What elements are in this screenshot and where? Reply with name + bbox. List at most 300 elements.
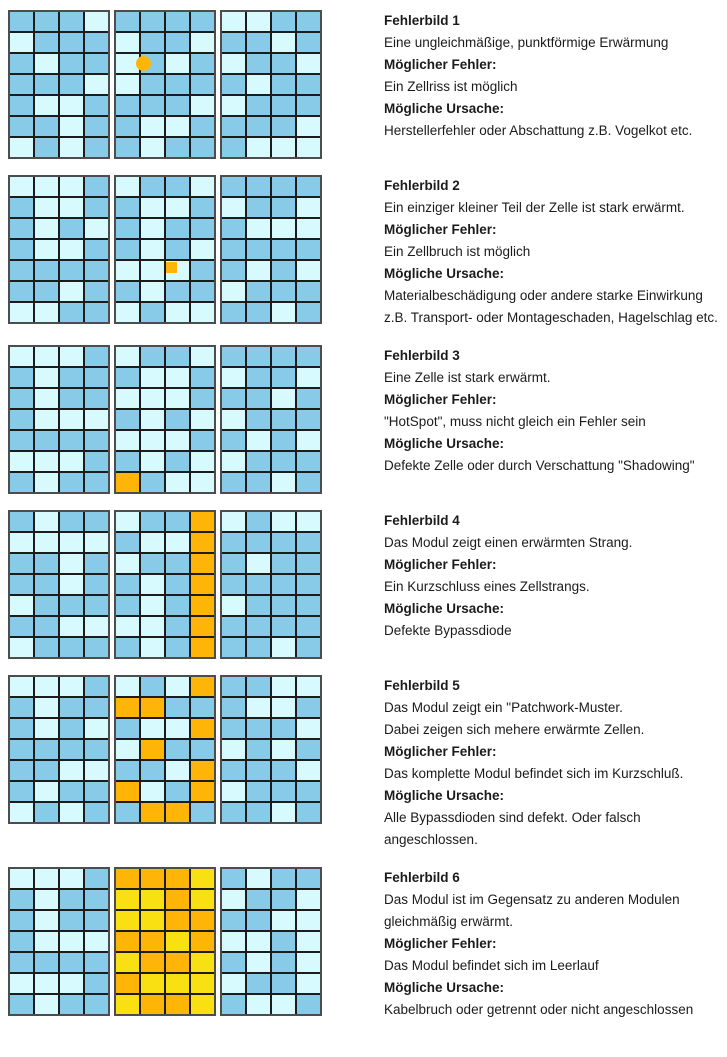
cell <box>272 219 295 238</box>
cell <box>247 803 270 822</box>
cell <box>272 96 295 115</box>
panel-grid <box>8 675 110 824</box>
cell <box>297 869 320 888</box>
cell <box>297 803 320 822</box>
cell <box>10 389 33 408</box>
cell <box>116 995 139 1014</box>
cell <box>247 974 270 993</box>
cell <box>60 138 83 157</box>
cell <box>141 54 164 73</box>
cell <box>247 512 270 531</box>
cell <box>85 803 108 822</box>
module-diagram <box>8 345 322 494</box>
cell <box>85 368 108 387</box>
cell <box>116 974 139 993</box>
cell <box>166 911 189 930</box>
cell <box>116 638 139 657</box>
panel-grid <box>220 345 322 494</box>
cell <box>10 617 33 636</box>
cell <box>166 533 189 552</box>
cell <box>297 617 320 636</box>
cell <box>222 12 245 31</box>
cell <box>60 410 83 429</box>
cell <box>297 96 320 115</box>
cell <box>222 282 245 301</box>
cell <box>35 410 58 429</box>
cell <box>272 452 295 471</box>
cell <box>116 575 139 594</box>
cell <box>141 890 164 909</box>
cell <box>222 347 245 366</box>
cell <box>222 533 245 552</box>
cell <box>85 782 108 801</box>
cell <box>116 803 139 822</box>
cell <box>166 974 189 993</box>
cell <box>10 54 33 73</box>
cell <box>297 261 320 280</box>
cell <box>222 389 245 408</box>
cell <box>116 368 139 387</box>
fault-description: z.B. Transport- oder Montageschaden, Hagelschlag etc. <box>384 310 718 325</box>
cell <box>191 698 214 717</box>
cell <box>141 410 164 429</box>
cell <box>247 138 270 157</box>
cell <box>141 452 164 471</box>
cell <box>247 869 270 888</box>
cell <box>166 410 189 429</box>
cell <box>85 575 108 594</box>
cell <box>60 974 83 993</box>
cell <box>116 452 139 471</box>
cell <box>35 512 58 531</box>
cell <box>166 677 189 696</box>
cell <box>247 240 270 259</box>
cell <box>141 596 164 615</box>
cell <box>10 75 33 94</box>
cell <box>222 54 245 73</box>
cell <box>60 261 83 280</box>
cell <box>222 75 245 94</box>
cell <box>247 911 270 930</box>
cell <box>85 617 108 636</box>
panel-grid <box>220 675 322 824</box>
hotspot-dot-icon <box>136 56 151 71</box>
cell <box>85 12 108 31</box>
cell <box>222 512 245 531</box>
cell <box>10 932 33 951</box>
fault-text <box>384 675 721 851</box>
fault-text <box>384 10 721 142</box>
cell <box>191 677 214 696</box>
cell <box>166 347 189 366</box>
fault-label: Mögliche Ursache: <box>384 788 505 803</box>
cell <box>191 554 214 573</box>
cell <box>272 33 295 52</box>
cell <box>191 995 214 1014</box>
cell <box>247 177 270 196</box>
cell <box>10 533 33 552</box>
cell <box>10 719 33 738</box>
hotspot-partial-icon <box>166 262 177 273</box>
cell <box>272 75 295 94</box>
cell <box>141 138 164 157</box>
cell <box>191 240 214 259</box>
cell <box>191 911 214 930</box>
panel-grid <box>114 175 216 324</box>
panel-grid <box>220 175 322 324</box>
fault-label: Möglicher Fehler: <box>384 936 497 951</box>
cell <box>297 575 320 594</box>
cell <box>85 282 108 301</box>
cell <box>166 138 189 157</box>
cell <box>10 953 33 972</box>
cell <box>222 953 245 972</box>
cell <box>116 677 139 696</box>
cell <box>116 533 139 552</box>
cell <box>85 533 108 552</box>
cell <box>166 117 189 136</box>
cell <box>85 890 108 909</box>
cell <box>35 740 58 759</box>
cell <box>35 219 58 238</box>
cell <box>141 512 164 531</box>
cell <box>297 974 320 993</box>
cell <box>247 452 270 471</box>
cell <box>85 719 108 738</box>
cell <box>272 803 295 822</box>
cell <box>191 953 214 972</box>
cell <box>191 303 214 322</box>
cell <box>60 554 83 573</box>
fault-row <box>8 510 721 659</box>
cell <box>272 617 295 636</box>
cell <box>272 740 295 759</box>
cell <box>272 554 295 573</box>
cell <box>116 932 139 951</box>
cell <box>247 575 270 594</box>
cell <box>222 575 245 594</box>
cell <box>35 368 58 387</box>
cell <box>85 33 108 52</box>
cell <box>85 473 108 492</box>
cell <box>247 719 270 738</box>
cell <box>85 932 108 951</box>
cell <box>222 719 245 738</box>
cell <box>10 554 33 573</box>
cell <box>247 698 270 717</box>
cell <box>297 698 320 717</box>
cell <box>191 869 214 888</box>
cell <box>297 12 320 31</box>
cell <box>166 33 189 52</box>
fault-description: Das komplette Modul befindet sich im Kurzschluß. <box>384 766 684 781</box>
fault-description: Materialbeschädigung oder andere starke Einwirkung <box>384 288 703 303</box>
cell <box>116 473 139 492</box>
cell <box>60 512 83 531</box>
cell <box>297 138 320 157</box>
cell <box>297 368 320 387</box>
cell <box>60 740 83 759</box>
cell <box>141 473 164 492</box>
cell <box>85 347 108 366</box>
cell <box>35 782 58 801</box>
cell <box>191 740 214 759</box>
cell <box>222 261 245 280</box>
cell <box>35 761 58 780</box>
cell <box>35 911 58 930</box>
cell <box>247 533 270 552</box>
cell <box>222 890 245 909</box>
cell <box>10 431 33 450</box>
cell <box>116 303 139 322</box>
cell <box>116 782 139 801</box>
panel-grid <box>114 675 216 824</box>
cell <box>141 75 164 94</box>
cell <box>116 761 139 780</box>
cell <box>60 719 83 738</box>
cell <box>10 638 33 657</box>
cell <box>141 177 164 196</box>
cell <box>191 282 214 301</box>
cell <box>85 303 108 322</box>
cell <box>166 932 189 951</box>
cell <box>272 953 295 972</box>
cell <box>35 452 58 471</box>
cell <box>191 596 214 615</box>
panel-grid <box>220 10 322 159</box>
cell <box>166 240 189 259</box>
cell <box>272 995 295 1014</box>
cell <box>222 803 245 822</box>
cell <box>222 198 245 217</box>
panel-grid <box>8 175 110 324</box>
cell <box>222 431 245 450</box>
cell <box>191 431 214 450</box>
panel-grid <box>8 867 110 1016</box>
cell <box>35 54 58 73</box>
fault-description: gleichmäßig erwärmt. <box>384 914 514 929</box>
cell <box>10 698 33 717</box>
cell <box>116 410 139 429</box>
panel-grid <box>114 10 216 159</box>
cell <box>141 617 164 636</box>
cell <box>116 138 139 157</box>
cell <box>166 54 189 73</box>
fault-label: Möglicher Fehler: <box>384 392 497 407</box>
cell <box>222 596 245 615</box>
cell <box>141 761 164 780</box>
cell <box>85 75 108 94</box>
cell <box>297 473 320 492</box>
cell <box>60 473 83 492</box>
cell <box>141 368 164 387</box>
cell <box>222 677 245 696</box>
cell <box>141 974 164 993</box>
cell <box>166 638 189 657</box>
cell <box>247 554 270 573</box>
cell <box>222 740 245 759</box>
cell <box>60 177 83 196</box>
cell <box>191 761 214 780</box>
cell <box>116 911 139 930</box>
cell <box>191 473 214 492</box>
cell <box>191 575 214 594</box>
cell <box>141 12 164 31</box>
cell <box>85 452 108 471</box>
cell <box>85 740 108 759</box>
cell <box>10 240 33 259</box>
cell <box>191 638 214 657</box>
cell <box>10 575 33 594</box>
cell <box>191 782 214 801</box>
cell <box>10 219 33 238</box>
cell <box>10 761 33 780</box>
cell <box>60 198 83 217</box>
fault-label: Möglicher Fehler: <box>384 222 497 237</box>
cell <box>116 617 139 636</box>
cell <box>141 782 164 801</box>
cell <box>222 911 245 930</box>
cell <box>10 410 33 429</box>
cell <box>222 995 245 1014</box>
cell <box>247 198 270 217</box>
cell <box>222 117 245 136</box>
cell <box>272 782 295 801</box>
fault-label: Möglicher Fehler: <box>384 57 497 72</box>
panel-grid <box>220 510 322 659</box>
cell <box>297 932 320 951</box>
cell <box>297 638 320 657</box>
module-diagram <box>8 510 322 659</box>
cell <box>85 54 108 73</box>
cell <box>191 974 214 993</box>
cell <box>85 995 108 1014</box>
cell <box>272 303 295 322</box>
cell <box>272 117 295 136</box>
cell <box>35 282 58 301</box>
cell <box>35 389 58 408</box>
cell <box>272 596 295 615</box>
cell <box>191 347 214 366</box>
cell <box>85 240 108 259</box>
cell <box>166 761 189 780</box>
cell <box>85 869 108 888</box>
cell <box>35 890 58 909</box>
cell <box>297 75 320 94</box>
fault-description: Eine Zelle ist stark erwärmt. <box>384 370 551 385</box>
cell <box>35 575 58 594</box>
fault-text <box>384 510 721 642</box>
cell <box>10 512 33 531</box>
cell <box>10 347 33 366</box>
cell <box>297 219 320 238</box>
cell <box>141 698 164 717</box>
cell <box>60 240 83 259</box>
cell <box>60 953 83 972</box>
cell <box>272 473 295 492</box>
cell <box>60 869 83 888</box>
cell <box>247 54 270 73</box>
cell <box>166 740 189 759</box>
cell <box>222 410 245 429</box>
fault-title: Fehlerbild 4 <box>384 513 460 528</box>
cell <box>297 512 320 531</box>
fault-title: Fehlerbild 6 <box>384 870 460 885</box>
cell <box>222 617 245 636</box>
cell <box>272 177 295 196</box>
cell <box>297 117 320 136</box>
cell <box>191 617 214 636</box>
fault-title: Fehlerbild 5 <box>384 678 460 693</box>
cell <box>247 282 270 301</box>
cell <box>35 617 58 636</box>
cell <box>272 54 295 73</box>
cell <box>191 410 214 429</box>
cell <box>141 219 164 238</box>
cell <box>85 96 108 115</box>
cell <box>141 389 164 408</box>
cell <box>116 890 139 909</box>
cell <box>141 96 164 115</box>
cell <box>35 177 58 196</box>
cell <box>10 198 33 217</box>
cell <box>116 96 139 115</box>
cell <box>116 596 139 615</box>
cell <box>35 347 58 366</box>
cell <box>141 33 164 52</box>
cell <box>10 117 33 136</box>
cell <box>60 596 83 615</box>
cell <box>166 261 189 280</box>
cell <box>85 138 108 157</box>
cell <box>35 96 58 115</box>
cell <box>10 596 33 615</box>
cell <box>222 698 245 717</box>
cell <box>85 177 108 196</box>
cell <box>191 512 214 531</box>
cell <box>10 452 33 471</box>
cell <box>166 869 189 888</box>
fault-description: Defekte Zelle oder durch Verschattung "Shadowing" <box>384 458 695 473</box>
cell <box>141 575 164 594</box>
cell <box>60 932 83 951</box>
fault-label: Mögliche Ursache: <box>384 436 505 451</box>
cell <box>297 953 320 972</box>
cell <box>166 512 189 531</box>
fault-label: Mögliche Ursache: <box>384 266 505 281</box>
cell <box>141 431 164 450</box>
cell <box>166 219 189 238</box>
cell <box>60 368 83 387</box>
cell <box>297 54 320 73</box>
cell <box>166 96 189 115</box>
cell <box>85 431 108 450</box>
cell <box>35 240 58 259</box>
cell <box>116 282 139 301</box>
cell <box>297 431 320 450</box>
cell <box>60 533 83 552</box>
cell <box>10 995 33 1014</box>
cell <box>247 596 270 615</box>
fault-text <box>384 175 721 329</box>
panel-grid <box>8 510 110 659</box>
cell <box>222 761 245 780</box>
cell <box>60 54 83 73</box>
cell <box>35 261 58 280</box>
cell <box>191 54 214 73</box>
cell <box>35 869 58 888</box>
cell <box>272 368 295 387</box>
